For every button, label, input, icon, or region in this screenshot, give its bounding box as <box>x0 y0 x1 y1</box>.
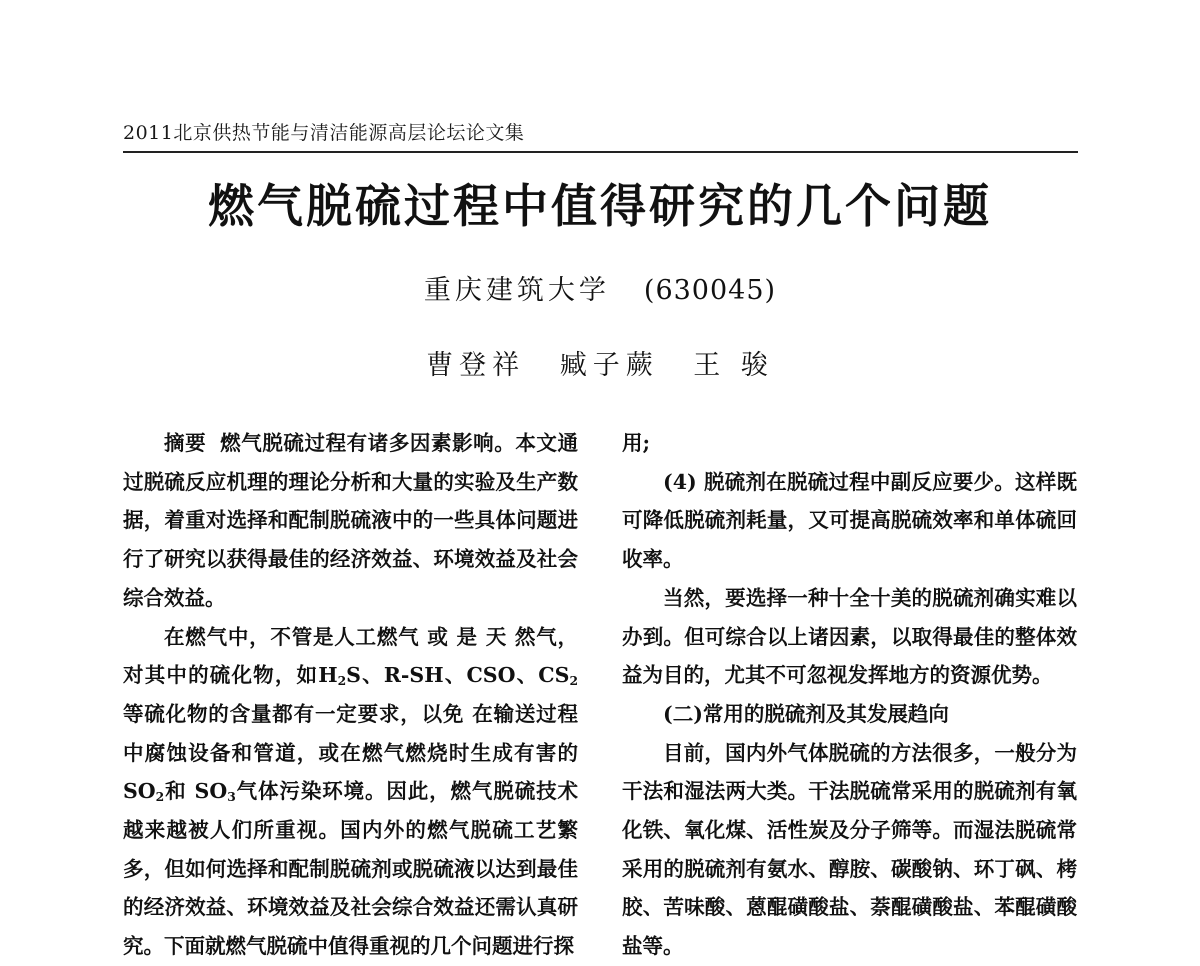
left-column <box>123 424 578 966</box>
abstract <box>123 424 578 618</box>
intro-text-c: 等硫化物的含量都有一定要求，以免 在输送过程中腐蚀设备和管道，或在燃气燃烧时生成有害的 SO <box>123 701 578 804</box>
running-head: 2011北京供热节能与清洁能源高层论坛论文集 <box>123 122 525 144</box>
author-list <box>0 343 1200 382</box>
abstract-label: 摘要 <box>164 431 207 455</box>
subscript: 2 <box>337 673 347 689</box>
paragraph-muqian: 目前，国内外气体脱硫的方法很多，一般分为干法和湿法两大类。干法脱硫常采用的脱硫剂有氧化铁、氧化煤、活性炭及分子筛等。而湿法脱硫常采用的脱硫剂有氨水、醇胺、碳酸钠、环丁砜、栲胶、苦味酸、蒽醌磺酸盐、萘醌磺酸盐、苯醌磺酸盐等。 <box>622 740 1077 959</box>
author-2: 臧子蕨 <box>559 350 659 381</box>
author-1: 曹登祥 <box>426 350 526 381</box>
continued-line: 用; <box>622 431 651 455</box>
section-heading: (二)常用的脱硫剂及其发展趋向 <box>663 701 949 726</box>
postal-code: (630045) <box>643 275 777 306</box>
subscript: 2 <box>569 673 578 689</box>
affiliation-line <box>0 268 1200 307</box>
paper-title: 燃气脱硫过程中值得研究的几个问题 <box>208 179 992 233</box>
right-column <box>622 424 1077 966</box>
subscript: 2 <box>155 789 165 805</box>
intro-text-b: S、R-SH、CSO、CS <box>346 663 570 688</box>
header-rule <box>123 151 1078 153</box>
list-item-4: (4) 脱硫剂在脱硫过程中副反应要少。这样既可降低脱硫剂耗量，又可提高脱硫效率和单体硫回收率。 <box>622 469 1077 572</box>
intro-paragraph <box>123 618 578 966</box>
subscript: 3 <box>227 789 236 805</box>
paragraph-dangran: 当然，要选择一种十全十美的脱硫剂确实难以办到。但可综合以上诸因素，以取得最佳的整体效益为目的，尤其不可忽视发挥地方的资源优势。 <box>622 585 1077 688</box>
author-3: 王 骏 <box>693 350 774 381</box>
intro-text-d: 和 SO <box>164 779 228 804</box>
intro-text-e: 气体污染环境。因此，燃气脱硫技术越来越被人们所重视。国内外的燃气脱硫工艺繁多，但如何选择和配制脱硫剂或脱硫液以达到最佳的经济效益、环境效益及社会综合效益还需认真研究。下面就燃气脱硫中值得重视的几个问题进行探 <box>123 779 578 959</box>
abstract-text: 燃气脱硫过程有诸多因素影响。本文通过脱硫反应机理的理论分析和大量的实验及生产数据，着重对选择和配制脱硫液中的一些具体问题进行了研究以获得最佳的经济效益、环境效益及社会综合效益。 <box>123 431 579 610</box>
affiliation: 重庆建筑大学 <box>423 275 610 306</box>
intro-text-a: 在燃气中，不管是人工燃气 或 是 天 然气，对其中的硫化物，如H <box>123 624 578 688</box>
